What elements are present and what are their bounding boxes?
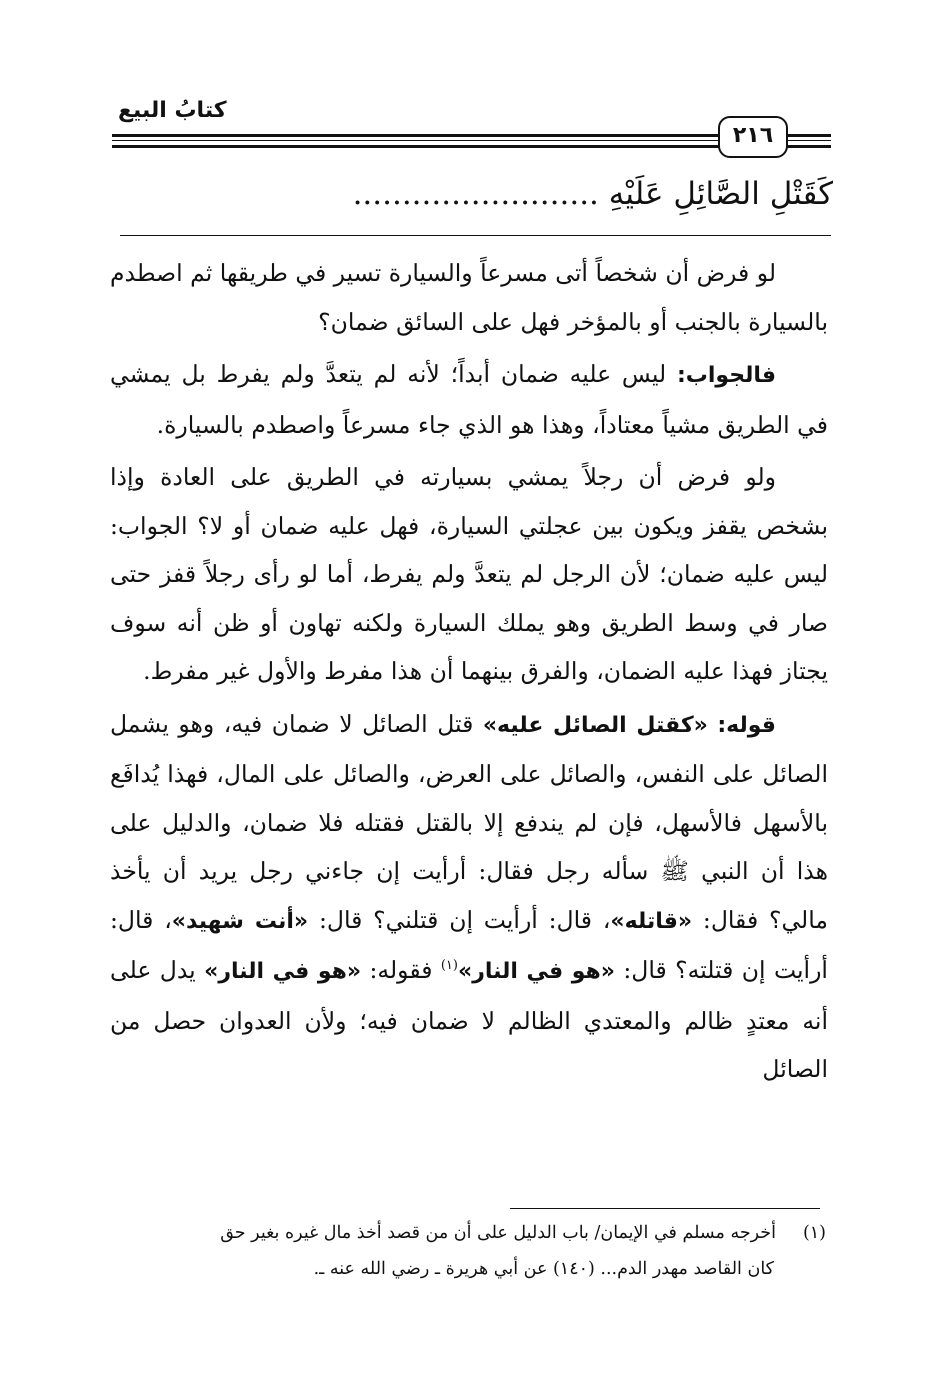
hadith-quote: «قاتله» [610,908,693,934]
book-title: كتابُ البيع [118,98,227,123]
hadith-quote: «أنت شهيد» [171,908,309,934]
hadith-quote: «هو في النار» [457,959,615,984]
footnote-separator [510,1208,820,1209]
footnote-line [110,1215,826,1251]
footnotes [110,1215,826,1287]
page-number: ٢١٦ [718,116,788,158]
qawluhu-label: قوله: [717,712,776,738]
hadith-quote: «هو في النار» [204,959,362,984]
paragraph-4-text: قتل الصائل لا ضمان فيه، وهو يشمل الصائل على النفس، والصائل على العرض، والصائل على المال، فهذا يُدافَع بالأسهل فالأسهل، فإن لم يندفع إلا بالقتل فقتله فلا ضمان، والدليل على هذا أن النبي ﷺ سأله رجل فقال: أرأيت إن جاءني رجل يريد أن يأخذ مالي؟ فقال: [110,709,828,934]
section-rule [120,235,831,236]
paragraph-2 [110,350,828,449]
footnote-line: كان القاصد مهدر الدم... (١٤٠) عن أبي هريرة ـ رضي الله عنه ـ. [313,1259,774,1279]
paragraph-4-text: ، قال: أرأيت إن قتلته؟ قال: [110,905,828,984]
section-heading-dots: ......................... [352,176,599,212]
paragraph-4-text: يدل على أنه معتدٍ ظالم والمعتدي الظالم لا ضمان فيه؛ ولأن العدوان حصل من الصائل [110,956,828,1083]
paragraph-4-text: ، قال: أرأيت إن قتلني؟ قال: [318,905,611,934]
section-heading [115,168,833,220]
footnote-reference[interactable]: (١) [440,958,458,974]
section-heading-text: كَقَتْلِ الصَّائِلِ عَلَيْهِ [608,176,833,212]
paragraph-4 [110,700,828,1094]
footnote-number: (١) [802,1223,826,1243]
main-text [110,249,828,1094]
paragraph-3: ولو فرض أن رجلاً يمشي بسيارته في الطريق على العادة وإذا بشخص يقفز ويكون بين عجلتي السيارة، فهل عليه ضمان أو لا؟ الجواب: ليس عليه ضمان؛ لأن الرجل لم يتعدَّ ولم يفرط، أما لو رأى رجلاً قفز حتى صار في وسط الطريق وهو يملك السيارة ولكنه تهاون أو ظن أنه سوف يجتاز فهذا عليه الضمان، والفرق بينهما أن هذا مفرط والأول غير مفرط. [110,463,828,685]
answer-label: فالجواب: [676,363,776,388]
paragraph-4-text: فقوله: [369,956,433,984]
paragraph-2-text: ليس عليه ضمان أبداً؛ لأنه لم يتعدَّ ولم يفرط بل يمشي في الطريق مشياً معتاداً، وهذا هو الذي جاء مسرعاً واصطدم بالسيارة. [110,360,828,439]
matn-quote: «كقتل الصائل عليه» [482,712,708,738]
footnote-text: أخرجه مسلم في الإيمان/ باب الدليل على أن من قصد أخذ مال غيره بغير حق [220,1223,776,1243]
paragraph-1: لو فرض أن شخصاً أتى مسرعاً والسيارة تسير في طريقها ثم اصطدم بالسيارة بالجنب أو بالمؤخر فهل على السائق ضمان؟ [110,259,828,336]
